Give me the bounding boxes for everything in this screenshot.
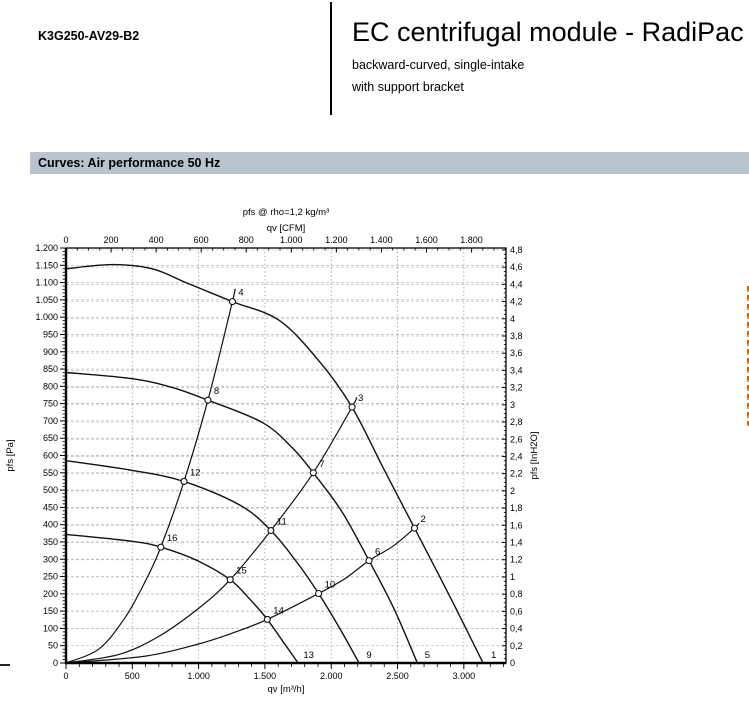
y-left-tick-label: 0 bbox=[52, 658, 58, 668]
speed-curve-1 bbox=[66, 265, 483, 663]
operating-point-marker bbox=[264, 616, 270, 622]
y-right-tick-label: 3,6 bbox=[510, 348, 523, 359]
x-top-tick-label: 1.600 bbox=[415, 235, 438, 245]
operating-point-label: 8 bbox=[213, 386, 220, 398]
x-top-tick-label: 1.800 bbox=[460, 235, 483, 245]
y-right-tick-label: 0 bbox=[510, 658, 516, 668]
y-left-tick-label: 450 bbox=[42, 502, 58, 513]
operating-point-marker bbox=[181, 478, 187, 484]
system-curve-3 bbox=[66, 523, 419, 663]
x-top-tick-label: 800 bbox=[238, 235, 254, 245]
y-left-tick-label: 100 bbox=[42, 623, 58, 634]
y-right-tick-label: 3,8 bbox=[510, 330, 523, 341]
axis-point-label: 9 bbox=[366, 650, 372, 661]
y-left-tick-label: 50 bbox=[47, 640, 58, 651]
y-right-tick-label: 2,2 bbox=[510, 468, 523, 479]
y-right-tick-label: 1,2 bbox=[510, 554, 523, 565]
operating-point-marker bbox=[411, 525, 417, 531]
operating-point-label: 12 bbox=[190, 467, 201, 479]
speed-curve-4 bbox=[66, 534, 298, 663]
y-right-tick-label: 1 bbox=[510, 571, 516, 582]
operating-point-marker bbox=[227, 577, 233, 583]
y-left-tick-label: 200 bbox=[42, 588, 58, 599]
operating-point-label: 2 bbox=[420, 514, 426, 526]
y-right-axis-title: pfs [InH2O] bbox=[529, 431, 540, 480]
section-header-bar bbox=[30, 152, 749, 174]
operating-point-label: 3 bbox=[358, 393, 364, 405]
speed-curve-2 bbox=[66, 373, 417, 664]
x-top-tick-label: 1.200 bbox=[325, 235, 348, 245]
y-right-tick-label: 0,2 bbox=[510, 640, 523, 651]
x-top-tick-label: 1.400 bbox=[370, 235, 393, 245]
y-left-tick-label: 550 bbox=[42, 467, 58, 478]
y-left-tick-label: 250 bbox=[42, 571, 58, 582]
axis-point-label: 1 bbox=[491, 650, 497, 661]
y-left-tick-label: 400 bbox=[42, 519, 58, 530]
y-right-tick-label: 0,6 bbox=[510, 606, 523, 617]
axis-point-label: 13 bbox=[303, 650, 314, 661]
x-top-tick-label: 200 bbox=[103, 235, 119, 245]
y-right-tick-label: 1,4 bbox=[510, 537, 523, 548]
operating-point-marker bbox=[268, 528, 274, 534]
y-right-tick-label: 0,4 bbox=[510, 623, 523, 634]
y-right-tick-label: 2,4 bbox=[510, 451, 523, 462]
operating-point-marker bbox=[310, 470, 316, 476]
axis-point-label: 5 bbox=[424, 650, 431, 661]
x-top-tick-label: 400 bbox=[148, 235, 164, 245]
y-right-tick-label: 3,4 bbox=[510, 365, 523, 376]
operating-point-label: 16 bbox=[166, 533, 178, 545]
page-title: EC centrifugal module - RadiPac bbox=[352, 17, 744, 47]
x-bottom-tick-label: 3.000 bbox=[452, 671, 476, 681]
y-left-tick-label: 600 bbox=[42, 450, 58, 461]
y-left-tick-label: 800 bbox=[42, 381, 58, 392]
x-bottom-tick-label: 500 bbox=[124, 671, 140, 681]
y-left-tick-label: 1.200 bbox=[35, 243, 58, 253]
header-divider-line bbox=[330, 2, 332, 115]
operating-point-label: 4 bbox=[238, 287, 244, 299]
subtitle-line-1: backward-curved, single-intake bbox=[352, 58, 525, 72]
operating-point-label: 6 bbox=[375, 546, 381, 558]
x-top-tick-label: 600 bbox=[193, 235, 209, 245]
y-left-axis-title: pfs [Pa] bbox=[5, 439, 16, 472]
y-right-tick-label: 4,2 bbox=[510, 296, 523, 307]
y-left-tick-label: 350 bbox=[42, 536, 58, 547]
y-left-tick-label: 700 bbox=[42, 415, 58, 426]
y-left-tick-label: 950 bbox=[42, 329, 58, 340]
air-performance-chart bbox=[0, 200, 560, 705]
x-bottom-tick-label: 1.500 bbox=[253, 671, 277, 681]
y-right-tick-label: 4,6 bbox=[510, 262, 523, 273]
section-title: Curves: Air performance 50 Hz bbox=[38, 156, 221, 170]
system-curve-2 bbox=[66, 397, 357, 663]
operating-point-marker bbox=[229, 299, 235, 305]
chart-top-title: pfs @ rho=1,2 kg/m³ bbox=[242, 207, 330, 218]
part-number: K3G250-AV29-B2 bbox=[38, 29, 140, 43]
y-right-tick-label: 3 bbox=[510, 399, 516, 410]
x-bottom-tick-label: 2.000 bbox=[319, 671, 343, 681]
x-bottom-axis-title: qv [m³/h] bbox=[267, 684, 305, 695]
y-right-tick-label: 1,6 bbox=[510, 520, 523, 531]
y-left-tick-label: 1.000 bbox=[35, 312, 58, 323]
y-left-tick-label: 1.050 bbox=[35, 294, 58, 305]
y-right-tick-label: 4,8 bbox=[510, 244, 523, 255]
y-right-tick-label: 1,8 bbox=[510, 503, 523, 514]
x-top-tick-label: 0 bbox=[63, 235, 69, 245]
y-right-tick-label: 2,6 bbox=[510, 434, 523, 445]
operating-point-label: 7 bbox=[319, 458, 325, 470]
operating-point-label: 11 bbox=[276, 516, 287, 528]
y-left-tick-label: 750 bbox=[42, 398, 58, 409]
operating-point-marker bbox=[349, 404, 355, 410]
x-bottom-tick-label: 2.500 bbox=[386, 671, 409, 681]
x-top-tick-label: 1.000 bbox=[280, 235, 303, 245]
operating-point-marker bbox=[158, 544, 164, 550]
operating-point-label: 15 bbox=[236, 565, 247, 577]
operating-point-marker bbox=[205, 397, 211, 403]
x-bottom-tick-label: 0 bbox=[63, 671, 69, 681]
y-right-tick-label: 2 bbox=[510, 485, 516, 496]
y-right-tick-label: 2,8 bbox=[510, 417, 523, 428]
y-left-tick-label: 150 bbox=[42, 606, 58, 617]
y-left-tick-label: 300 bbox=[42, 554, 58, 565]
operating-point-marker bbox=[316, 590, 322, 596]
operating-point-label: 14 bbox=[273, 605, 284, 617]
subtitle-line-2: with support bracket bbox=[352, 80, 464, 94]
operating-point-label: 10 bbox=[324, 579, 336, 591]
y-left-tick-label: 650 bbox=[42, 433, 58, 444]
y-right-tick-label: 3,2 bbox=[510, 382, 523, 393]
y-left-tick-label: 500 bbox=[42, 485, 58, 496]
operating-point-marker bbox=[366, 558, 372, 564]
y-right-tick-label: 4,4 bbox=[510, 279, 523, 290]
y-left-tick-label: 1.100 bbox=[35, 277, 58, 288]
x-bottom-tick-label: 1.000 bbox=[187, 671, 210, 681]
x-top-axis-title: qv [CFM] bbox=[266, 223, 306, 234]
system-curve-1 bbox=[66, 289, 235, 663]
y-left-tick-label: 850 bbox=[42, 364, 58, 375]
y-right-tick-label: 4 bbox=[510, 313, 516, 324]
y-left-tick-label: 900 bbox=[42, 346, 58, 357]
y-right-tick-label: 0,8 bbox=[510, 589, 523, 600]
y-left-tick-label: 1.150 bbox=[35, 260, 58, 271]
